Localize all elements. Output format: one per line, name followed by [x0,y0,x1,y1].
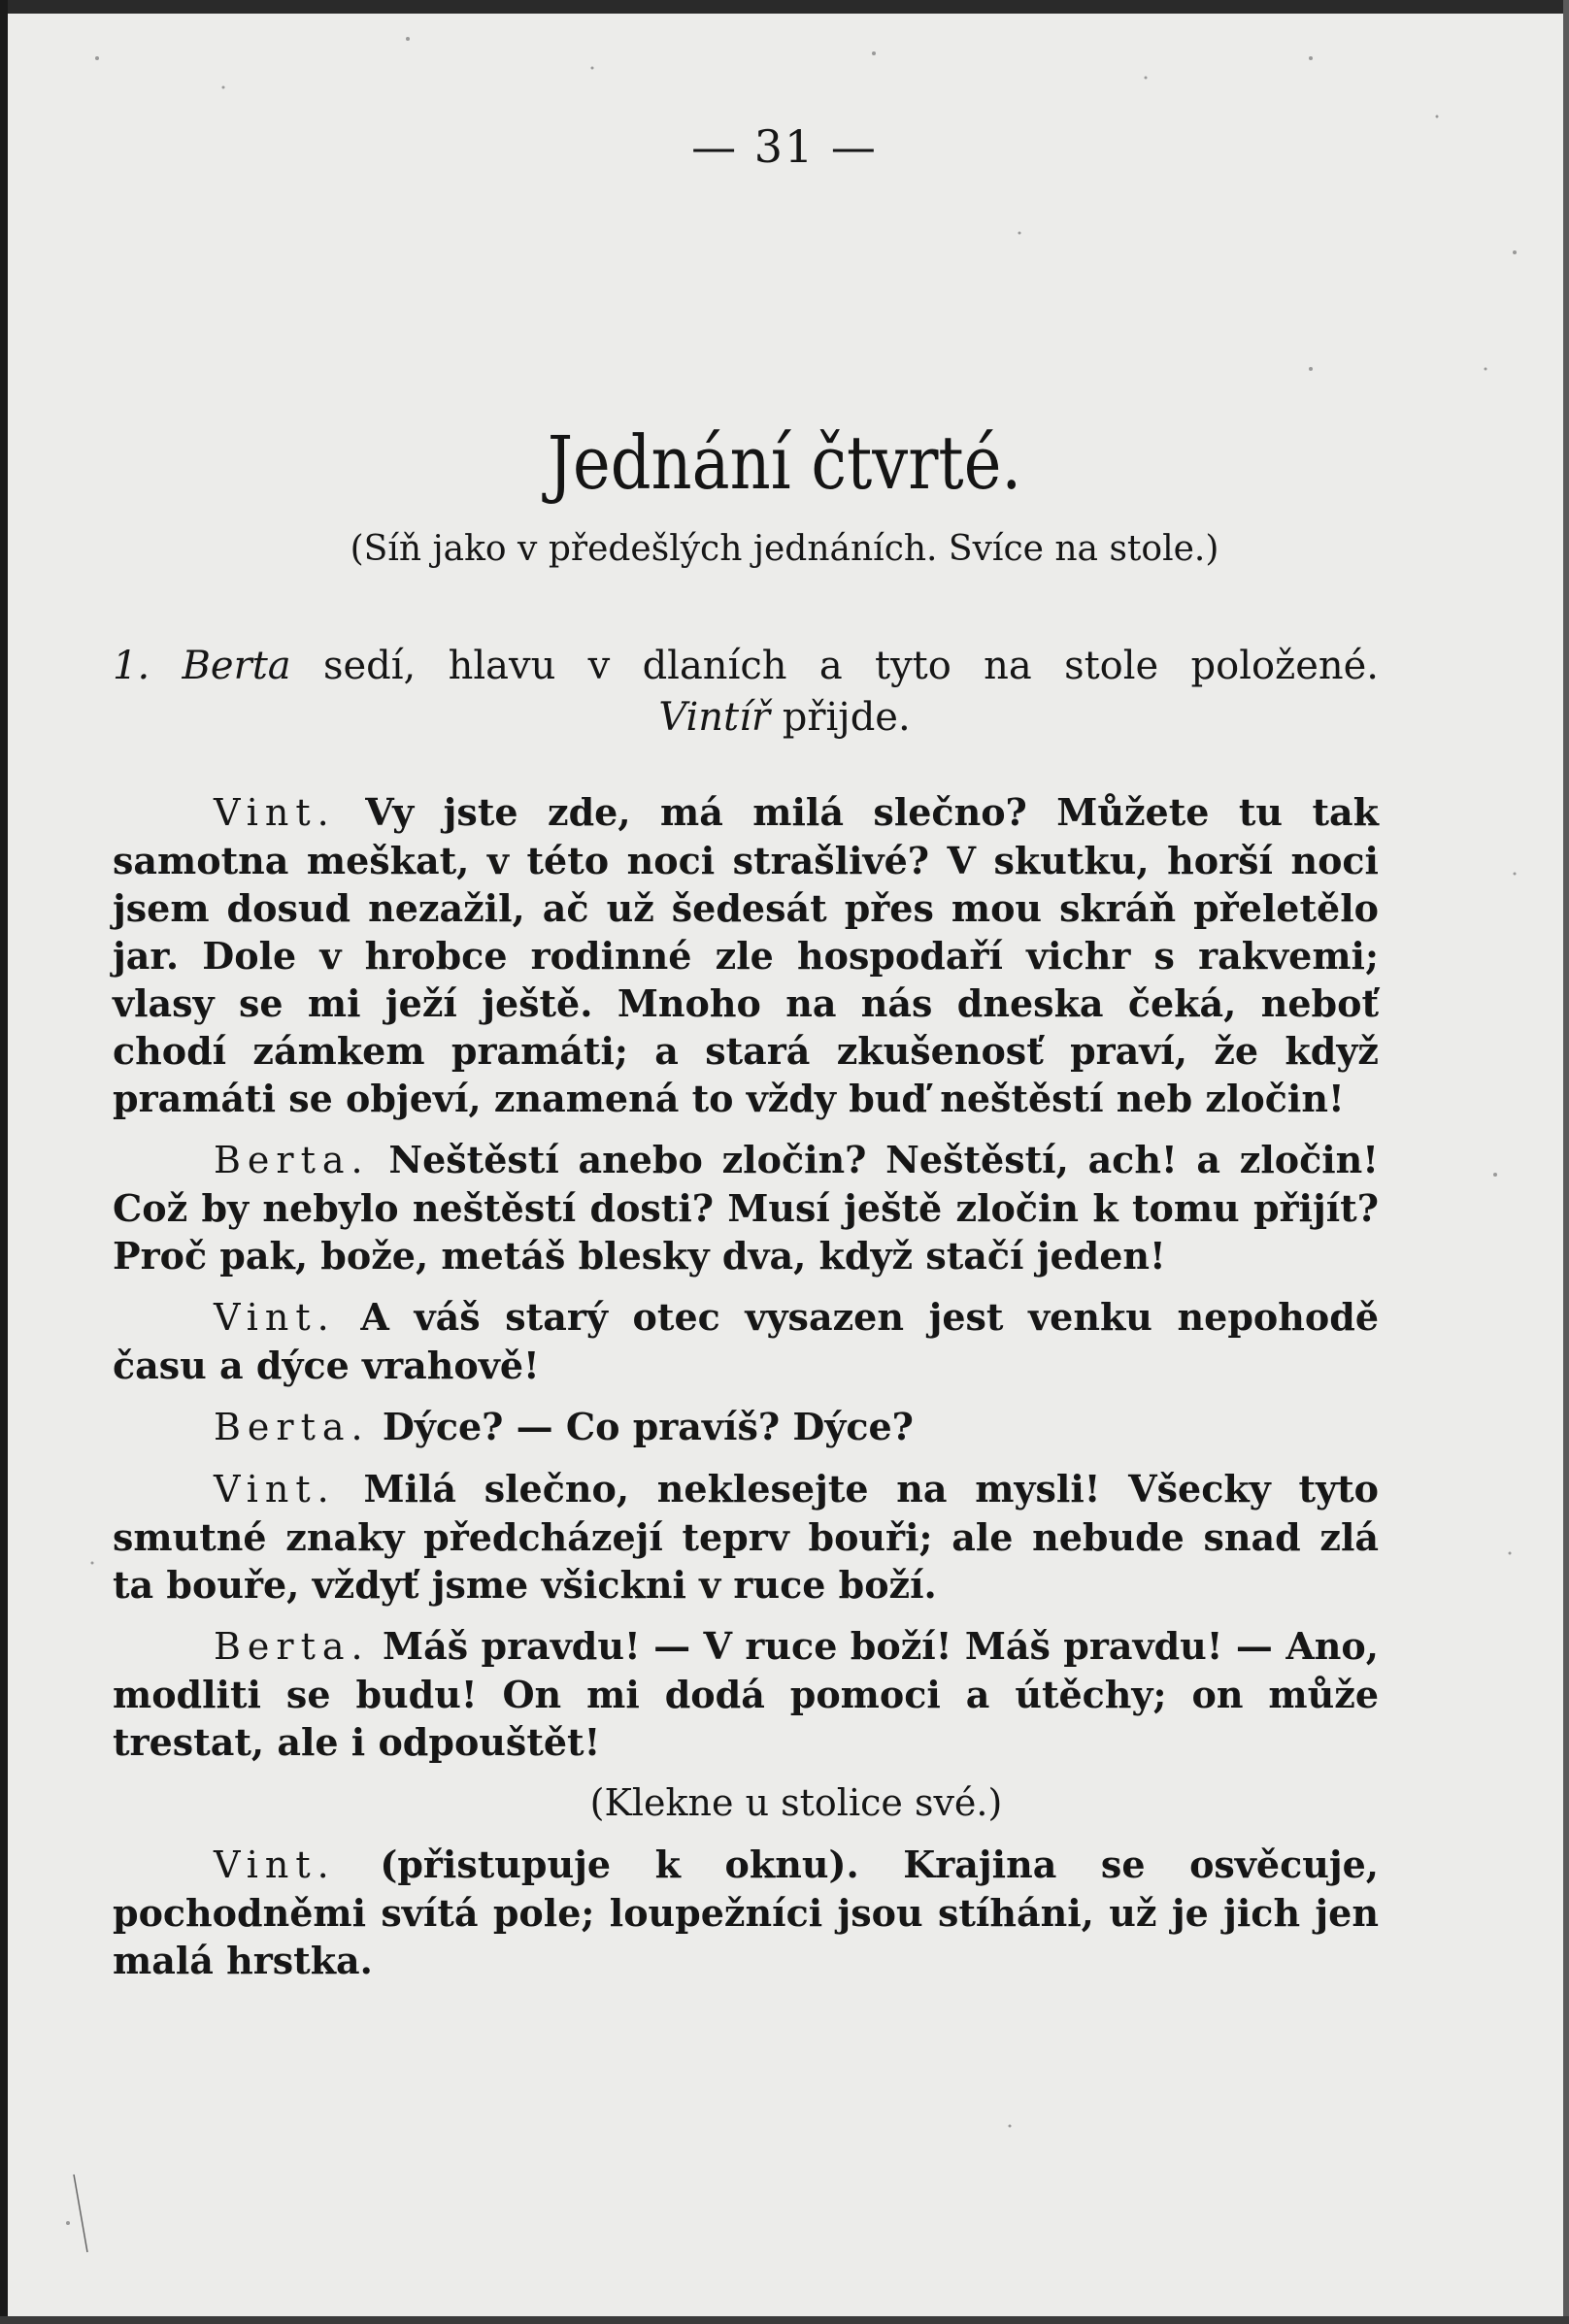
speech-text: (přistupuje k oknu). Krajina se osvěcuje, pochodněmi svítá pole; loupežníci jsou stíháni, už je jich jen malá hrstka. [113,1843,1379,1982]
speaker-name: Berta. [214,1139,370,1181]
stage-direction: (Klekne u stolice své.) [589,1781,1003,1824]
speaker-name: Vint. [214,1296,336,1339]
speech-text: Milá slečno, neklesejte na mysli! Všecky tyto smutné znaky předcházejí teprv bouři; ale nebude snad zlá ta bouře, vždyť jsme všickni v ruce boží. [113,1467,1379,1607]
scene-character: Berta [182,644,291,688]
act-title: Jednání čtvrté. [547,419,1022,506]
speaker-name: Vint. [214,1843,336,1886]
speaker-name: Vint. [214,791,336,834]
speech-text: Neštěstí anebo zločin? Neštěstí, ach! a zločin! Což by nebylo neštěstí dosti? Musí ještě zločin k tomu přijít? Proč pak, bože, metáš blesky dva, když stačí jeden! [113,1138,1379,1278]
speech-text: Dýce? — Co pravíš? Dýce? [382,1405,914,1448]
speech-text: Máš pravdu! — V ruce boží! Máš pravdu! — Ano, modliti se budu! On mi dodá pomoci a útěchy; on může trestat, ale i odpouštět! [113,1624,1380,1764]
page-number: — 31 — [691,120,878,173]
scene-number: 1. [113,644,150,688]
dialogue-paragraph [113,788,1379,1122]
scene-heading-line2 [0,695,1569,740]
dialogue-paragraph [113,1136,1379,1279]
dialogue-paragraph [113,1465,1379,1609]
scene-character-2: Vintíř [658,695,771,740]
dialogue-block [113,788,1379,1998]
dialogue-paragraph [113,1622,1379,1766]
scene-text-1: sedí, hlavu v dlaních a tyto na stole položené. [322,644,1380,688]
speech-text: A váš starý otec vysazen jest venku nepohodě času a dýce vrahově! [113,1295,1379,1387]
dialogue-paragraph [113,1403,1379,1451]
dialogue-paragraph-final [113,1841,1379,1984]
speaker-name: Berta. [214,1406,370,1448]
scene-text-2: přijde. [782,695,911,740]
stage-setting: (Síň jako v předešlých jednáních. Svíce na stole.) [350,529,1219,569]
speech-text: Vy jste zde, má milá slečno? Můžete tu tak samotna meškat, v této noci strašlivé? V skutku, horší noci jsem dosud nezažil, ač už šedesát přes mou skráň přeletělo jar. Dole v hrobce rodinné zle hospodaří vichr s rakvemi; vlasy se mi ježí ještě. Mnoho na nás dneska čeká, neboť chodí zámkem pramáti; a stará zkušenosť praví, že když pramáti se objeví, znamená to vždy buď neštěstí neb zločin! [113,790,1380,1120]
speaker-name: Berta. [214,1625,370,1668]
speaker-name: Vint. [214,1468,336,1511]
scene-heading [113,641,1379,691]
dialogue-paragraph [113,1293,1379,1389]
